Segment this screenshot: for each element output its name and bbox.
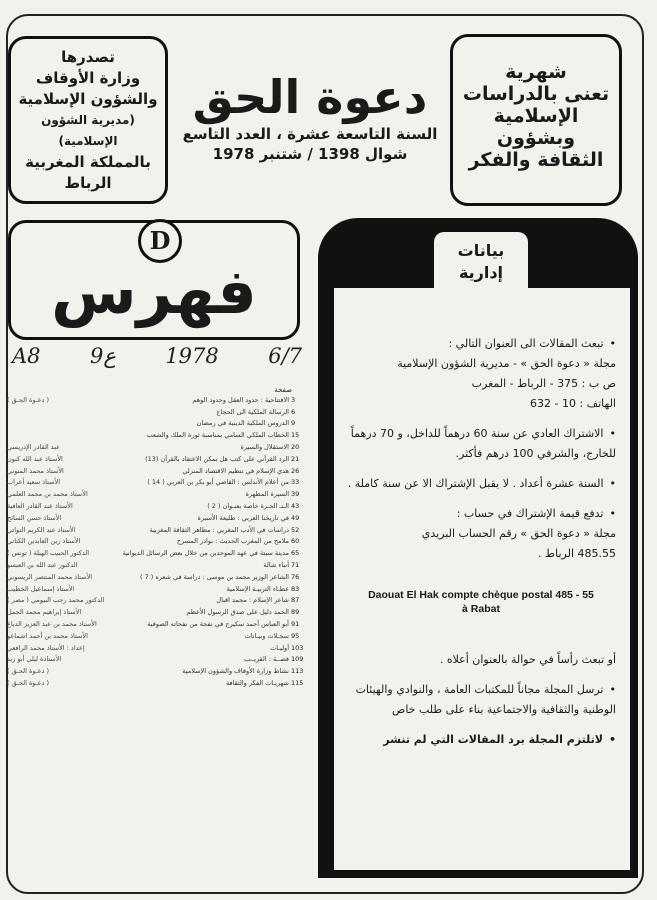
toc-row — [6, 394, 306, 406]
monthly-line: شهرية — [505, 61, 567, 83]
toc-title: الخطاب الملكي السامي بمناسبة ثورة الملك والشعب — [146, 431, 289, 440]
toc-row — [6, 571, 306, 583]
admin-item — [346, 334, 616, 414]
toc-page: 65 — [291, 549, 300, 558]
toc-page: 21 — [291, 454, 300, 463]
toc-title: شهريـات الفكر والثقافة — [226, 679, 289, 688]
toc-author: الأستاذ عبد الكريم التواتي — [7, 525, 76, 534]
toc-author: إعداد : الأستاذ محمد الرافعي — [7, 643, 85, 652]
toc-title: السيرة المطهرة — [245, 490, 289, 499]
toc-row — [6, 406, 306, 418]
toc-row — [6, 654, 306, 666]
toc-row — [6, 630, 306, 642]
issuer-box — [8, 36, 168, 204]
toc-title: ملامح من المغرب الحديث : بوادر المسرح — [176, 537, 289, 546]
admin-item: • الاشتراك العادي عن سنة 60 درهماً للداخل، و 70 درهماً للخارج، والشرفي 100 درهم فأكثر. — [346, 424, 616, 464]
toc-author: ( دعـوة الحـق ) — [7, 667, 50, 676]
toc-page: 39 — [291, 490, 300, 499]
toc-title: في تاريخنا العربي : طليعة الأسيرة — [197, 513, 289, 522]
toc-page: 15 — [291, 431, 300, 440]
toc-page: 6 — [291, 407, 296, 416]
toc-author: الأستاذ محمد المنوني — [7, 466, 64, 475]
toc-author: عبد القادر الإدريسي — [7, 443, 61, 452]
toc-author: الأستاذ إسماعيل الخطيب — [7, 584, 75, 593]
admin-info — [334, 288, 630, 870]
toc-title: من أعلام الأندلس : القاضي أبو بكر بن العربي ( 14 ) — [147, 478, 289, 487]
toc-title: الرسالة الملكية الى الحجاج — [216, 407, 289, 416]
toc-page: 103 — [291, 643, 304, 652]
toc-row — [6, 488, 306, 500]
toc-title: الدروس الملكية الدينية في رمضان — [196, 419, 289, 428]
toc-row — [6, 559, 306, 571]
toc-page: 60 — [291, 537, 300, 546]
issuer-line: الرباط — [64, 174, 112, 192]
toc-author — [6, 418, 105, 430]
toc-page: 43 — [291, 502, 300, 511]
masthead — [175, 70, 445, 164]
toc-title: الـنـ الحـرة خاصة بعنـوان ( 2 ) — [207, 502, 289, 511]
toc-title: الرد القرآني على كتب هل يمكن الاعتقاد بالقرآن (13) — [145, 454, 289, 463]
toc-title: الافتتاحية : حدود العقل وحدود الوهم — [192, 395, 289, 404]
toc-row — [6, 547, 306, 559]
toc-row — [6, 536, 306, 548]
admin-item — [346, 504, 616, 564]
toc-author: الدكتور الحبيب الهيلة ( تونس ) — [7, 549, 90, 558]
toc-row — [6, 429, 306, 441]
toc-title: أنباء شالة — [263, 561, 289, 570]
admin-item: • السنة عشرة أعداد . لا يقبل الإشتراك الا عن سنة كاملة . — [346, 474, 616, 494]
toc-row — [6, 500, 306, 512]
monthly-line: الإسلامية وبشؤون — [493, 105, 579, 149]
toc-table — [6, 394, 306, 689]
toc-title: الحمد دليل على صدق الرسول الأعظم — [186, 608, 289, 617]
monthly-line: تعنى بالدراسات — [462, 83, 610, 105]
admin-text: مجلة « دعوة الحق » رقم الحساب البريدي — [421, 527, 616, 540]
toc-title: شاعر الإسلام : محمد اقبال — [216, 596, 289, 605]
toc-page: 83 — [291, 584, 300, 593]
toc-author: الدكتور محمد رجب البيومي ( مصر ) — [7, 596, 105, 605]
page-column-label: صفحة — [274, 386, 292, 394]
toc-row — [6, 512, 306, 524]
toc-row — [6, 465, 306, 477]
toc-row — [6, 642, 306, 654]
toc-row — [6, 618, 306, 630]
toc-title: سجـلات وبيـانات — [244, 631, 289, 640]
issuer-line: وزارة الأوقاف — [35, 69, 141, 87]
toc-row — [6, 583, 306, 595]
admin-item: أو تبعث رأساً في حوالة بالعنوان أعلاه . — [439, 653, 616, 666]
monthly-box — [450, 34, 622, 206]
toc-row — [6, 606, 306, 618]
toc-author: الأستاذ محمد بن محمد العلمي — [7, 490, 88, 499]
toc-title: الاستقلال والسيرة — [240, 443, 289, 452]
toc-row — [6, 453, 306, 465]
toc-title: عطـاء التربيـة الإسلامية — [226, 584, 289, 593]
handwritten-note: 1978 — [165, 344, 219, 368]
toc-row — [6, 524, 306, 536]
toc-row — [6, 477, 306, 489]
date-line: شوال 1398 / شتنبر 1978 — [212, 145, 408, 163]
toc-author: الأستاذ زين العابدين الكتاني — [7, 537, 81, 546]
toc-row — [6, 418, 306, 430]
toc-author: الأستاذة ليلى أبو زيد — [7, 655, 62, 664]
toc-title: الشاعر الوزير محمد بن موسى : دراسة في شعره ( 7 ) — [139, 572, 289, 581]
admin-item: • ترسل المجلة مجاناً للمكتبات العامة ، والنوادي والهيئات الوطنية والثقافية والاجتماعية بناء على طلب خاص — [346, 680, 616, 720]
toc-author — [6, 429, 105, 441]
toc-author: ( دعـوة الحـق ) — [7, 679, 50, 688]
toc-page: 20 — [291, 443, 300, 452]
latin-line: à Rabat — [462, 603, 500, 615]
toc-page: 95 — [291, 631, 300, 640]
toc-author: الأستاذ إبراهيم محمد الجمل — [7, 608, 82, 617]
admin-text: الهاتف : 10 - 632 — [530, 397, 616, 410]
latin-line: Daouat El Hak compte chèque postal 485 - 55 — [368, 589, 594, 601]
admin-heading-line: بيانات — [457, 241, 505, 260]
toc-author: ( دعـوة الحـق ) — [7, 395, 50, 404]
toc-page: 52 — [291, 525, 300, 534]
issuer-line: تصدرها — [61, 48, 115, 66]
toc-page: 109 — [291, 655, 304, 664]
toc-page: 71 — [291, 561, 300, 570]
toc-title: أبو العباس أحمد سكيرج في نفحة من نفحاته الصوفية — [147, 620, 289, 629]
handwritten-note: 9ع — [89, 344, 116, 368]
toc-page: 9 — [291, 419, 296, 428]
toc-author: الدكتور عبد الله بن العبسو — [7, 561, 78, 570]
toc-title: هدي الإسلام في تنظيم الاقتصاد المنزلي — [182, 466, 289, 475]
toc-title: أوليـات — [270, 643, 289, 652]
toc-row — [6, 665, 306, 677]
issuer-line: بالمملكة المغربية — [25, 153, 151, 171]
handwritten-notes — [12, 344, 302, 368]
issue-line: السنة التاسعة عشرة ، العدد التاسع — [182, 125, 438, 143]
admin-text: مجلة « دعوة الحق » - مديرية الشؤون الإسلامية — [397, 357, 616, 370]
admin-text: 485.55 الرباط . — [537, 547, 616, 560]
toc-page: 3 — [291, 395, 296, 404]
toc-title: مدينة سبتة في عهد الموحدين من خلال بعض الرسائل الديوانية — [122, 549, 289, 558]
admin-heading — [434, 232, 528, 292]
toc-row — [6, 595, 306, 607]
toc-page: 91 — [291, 620, 300, 629]
postal-account-latin — [346, 588, 616, 616]
d-mark: D — [138, 219, 182, 263]
toc-page: 33 — [291, 478, 300, 487]
toc-page: 89 — [291, 608, 300, 617]
admin-text: ص ب : 375 - الرباط - المغرب — [471, 377, 616, 390]
toc-author: الأستاذ محمد المنتصر الريسوني — [7, 572, 93, 581]
toc-author: الأستاذ عبد الله كنون — [7, 454, 63, 463]
toc-page: 115 — [291, 679, 304, 688]
issuer-line: (مديرية الشؤون الإسلامية) — [41, 113, 135, 148]
toc-author: الأستاذ حسن السائح — [7, 513, 62, 522]
admin-text: تبعث المقالات الى العنوان التالي : — [448, 337, 604, 350]
admin-text: تدفع قيمة الإشتراك في حساب : — [456, 507, 604, 520]
toc-page: 49 — [291, 513, 300, 522]
toc-author — [6, 406, 105, 418]
toc-row — [6, 677, 306, 689]
toc-page: 76 — [291, 572, 300, 581]
handwritten-note: 6/7 — [268, 344, 302, 368]
admin-item: • لاتلتزم المجلة برد المقالات التي لم تنشر — [346, 730, 616, 750]
magazine-title: دعوة الحق — [192, 70, 428, 124]
index-box — [8, 220, 300, 340]
toc-author: الأستاذ سعيد أعراب — [7, 478, 61, 487]
admin-heading-line: إدارية — [458, 263, 504, 282]
toc-row — [6, 441, 306, 453]
handwritten-note: A8 — [12, 344, 41, 368]
toc-page: 113 — [291, 667, 304, 676]
toc-author: الأستاذ محمد بن عبد العزيز الدباغ — [7, 620, 97, 629]
toc-author: الأستاذ محمد بن أحمد اشماعو — [7, 631, 88, 640]
toc-title: نشاط وزارة الأوقاف والشؤون الإسلامية — [182, 667, 289, 676]
monthly-line: الثقافة والفكر — [468, 149, 604, 171]
toc-title: قصــة : القريــب — [243, 655, 289, 664]
table-of-contents — [6, 386, 306, 689]
issuer-line: والشؤون الإسلامية — [18, 90, 158, 108]
toc-author: الأستاذ عبد القادر العافية — [7, 502, 73, 511]
toc-title: دراسات في الأدب المغربي : مظاهر الثقافة المغربية — [149, 525, 289, 534]
toc-page: 26 — [291, 466, 300, 475]
toc-page: 87 — [291, 596, 300, 605]
index-title: فهرس — [51, 255, 257, 328]
